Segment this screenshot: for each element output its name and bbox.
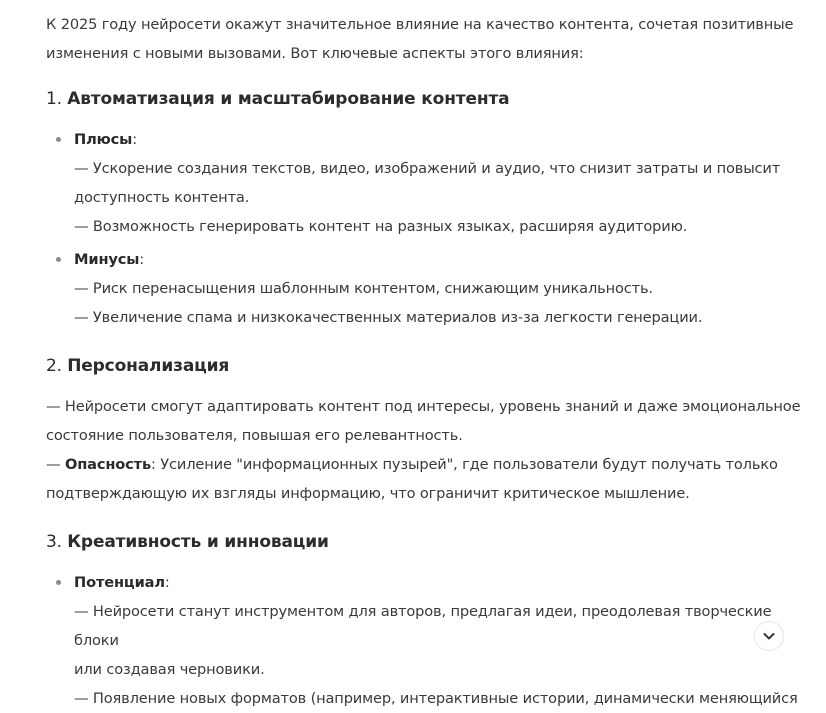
list-item-potential	[46, 568, 806, 713]
bullet-icon	[56, 580, 61, 585]
item-line: — Ускорение создания текстов, видео, изображений и аудио, что снизит затраты и повысит	[74, 160, 781, 177]
dash: —	[46, 456, 65, 473]
item-label-suffix: :	[139, 251, 145, 268]
personalization-paragraph	[46, 392, 806, 508]
section-title: Автоматизация и масштабирование контента	[67, 89, 510, 109]
item-line: или создавая черновики.	[74, 661, 265, 678]
item-line: доступность контента.	[74, 189, 250, 206]
item-label: Плюсы	[74, 131, 133, 148]
paragraph-line: — Нейросети смогут адаптировать контент под интересы, уровень знаний и даже эмоциональное	[46, 398, 801, 415]
section-number: 2.	[46, 356, 62, 376]
section-heading-creativity	[46, 528, 806, 556]
list-item-cons	[46, 245, 806, 332]
section-list-automation	[46, 125, 806, 332]
item-label: Потенциал	[74, 574, 165, 591]
section-title: Персонализация	[67, 356, 230, 376]
item-line: — Возможность генерировать контент на разных языках, расширяя аудиторию.	[74, 218, 688, 235]
section-title: Креативность и инновации	[67, 532, 329, 552]
intro-paragraph	[46, 10, 806, 68]
paragraph-line: состояние пользователя, повышая его релевантность.	[46, 427, 463, 444]
item-line: — Появление новых форматов (например, интерактивные истории, динамически меняющийся	[74, 690, 798, 707]
item-label: Минусы	[74, 251, 140, 268]
intro-line: изменения с новыми вызовами. Вот ключевые аспекты этого влияния:	[46, 45, 584, 62]
section-number: 3.	[46, 532, 62, 552]
message-content	[46, 10, 806, 713]
section-list-creativity	[46, 568, 806, 713]
section-number: 1.	[46, 89, 62, 109]
intro-line: К 2025 году нейросети окажут значительное влияние на качество контента, сочетая позитивные	[46, 16, 794, 33]
section-heading-automation	[46, 85, 806, 113]
danger-line	[46, 450, 806, 479]
danger-label: Опасность	[64, 456, 152, 473]
list-item-pros	[46, 125, 806, 241]
item-line: — Риск перенасыщения шаблонным контентом, снижающим уникальность.	[74, 280, 653, 297]
section-heading-personalization	[46, 352, 806, 380]
paragraph-line: подтверждающую их взгляды информацию, что ограничит критическое мышление.	[46, 485, 690, 502]
item-label-suffix: :	[132, 131, 137, 148]
chevron-down-icon	[762, 629, 776, 643]
item-line: — Увеличение спама и низкокачественных материалов из-за легкости генерации.	[74, 309, 703, 326]
item-line: — Нейросети станут инструментом для авторов, предлагая идеи, преодолевая творческие блоки	[74, 603, 772, 649]
bullet-icon	[56, 257, 61, 262]
scroll-to-bottom-button[interactable]	[754, 621, 784, 651]
bullet-icon	[56, 137, 61, 142]
item-label-suffix: :	[164, 574, 170, 591]
danger-text: : Усиление "информационных пузырей", где пользователи будут получать только	[151, 456, 778, 473]
